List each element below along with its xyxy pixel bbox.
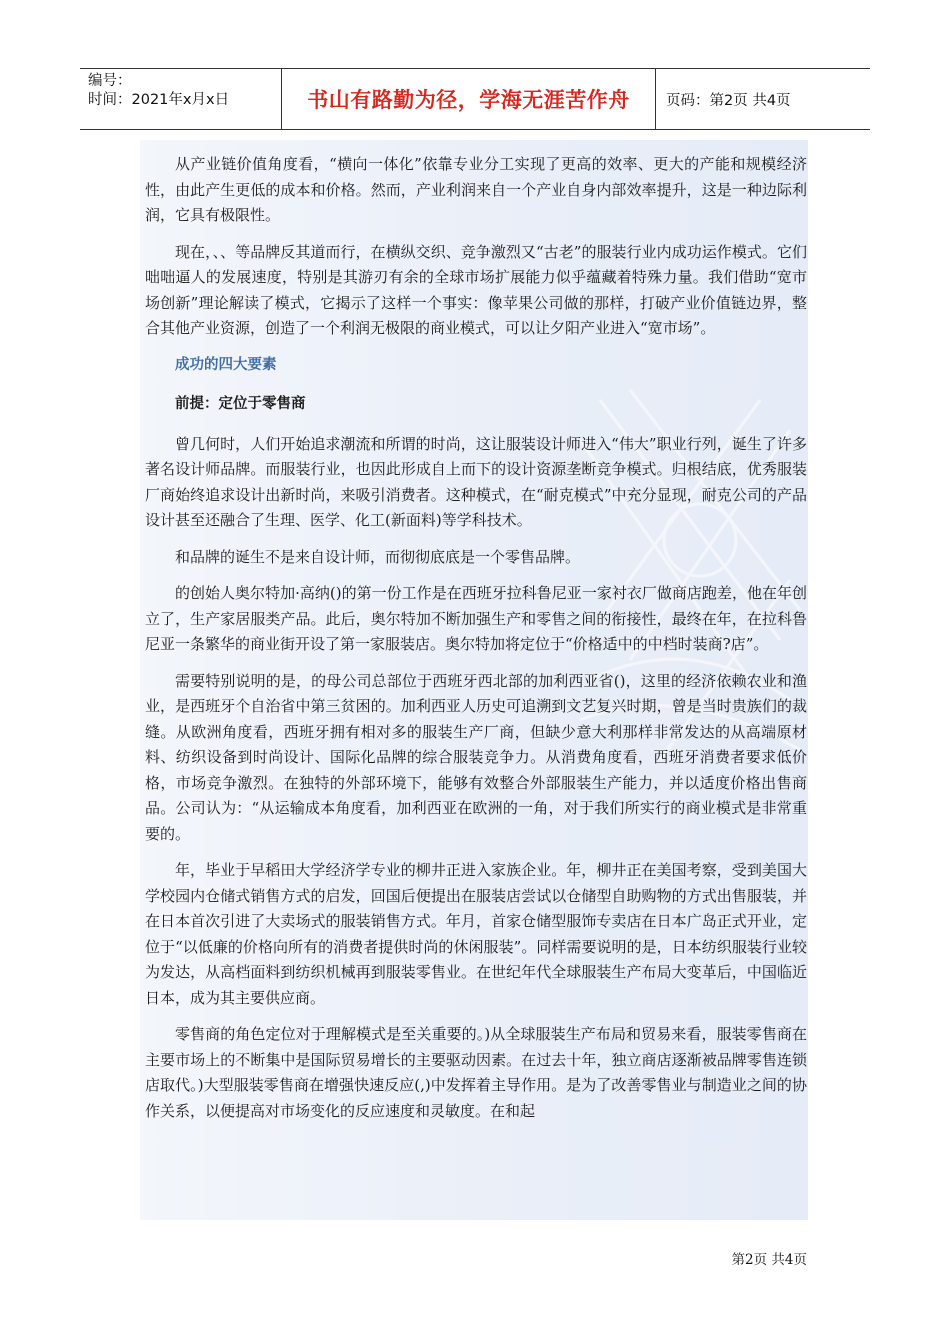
paragraph: 和品牌的诞生不是来自设计师，而彻彻底底是一个零售品牌。: [175, 547, 581, 566]
document-body: [145, 152, 807, 1135]
header-page-code: 页码：第2页 共4页: [666, 92, 791, 109]
paragraph: 需要特别说明的是，的母公司总部位于西班牙西北部的加利西亚省()，这里的经济依赖农业和渔业，是西班牙个自治省中第三贫困的。加利西亚人历史可追溯到文艺复兴时期，曾是当时贵族们的裁缝。从欧洲角度看，西班牙拥有相对多的服装生产厂商，但缺少意大利那样非常发达的从高端原材料、纺织设备到时尚设计、国际化品牌的综合服装竞争力。从消费角度看，西班牙消费者要求低价格，市场竞争激烈。在独特的外部环境下，能够有效整合外部服装生产能力，并以适度价格出售商品。公司认为：“从运输成本角度看，加利西亚在欧洲的一角，对于我们所实行的商业模式是非常重要的。: [145, 671, 807, 843]
paragraph: 的创始人奥尔特加·高纳()的第一份工作是在西班牙拉科鲁尼亚一家衬衣厂做商店跑差，他在年创立了，生产家居服类产品。此后，奥尔特加不断加强生产和零售之间的衔接性，最终在年，在拉科鲁尼亚一条繁华的商业街开设了第一家服装店。奥尔特加将定位于“价格适中的中档时装商?店”。: [145, 584, 807, 653]
paragraph: 从产业链价值角度看，“横向一体化”依靠专业分工实现了更高的效率、更大的产能和规模经济性，由此产生更低的成本和价格。然而，产业利润来自一个产业自身内部效率提升，这是一种边际利润，它具有极限性。: [145, 155, 807, 224]
page-footer: 第2页 共4页: [731, 1252, 807, 1268]
document-number-label: 编号：: [88, 73, 132, 89]
document-time-label: 时间：2021年x月x日: [88, 92, 230, 108]
paragraph: 曾几何时，人们开始追求潮流和所谓的时尚，这让服装设计师进入“伟大”职业行列，诞生了许多著名设计师品牌。而服装行业，也因此形成自上而下的设计资源垄断竞争模式。归根结底，优秀服装厂商始终追求设计出新时尚，来吸引消费者。这种模式，在“耐克模式”中充分显现，耐克公司的产品设计甚至还融合了生理、医学、化工(新面料)等学科技术。: [145, 434, 807, 529]
section-heading: 成功的四大要素: [175, 356, 277, 373]
paragraph: 现在，、、等品牌反其道而行，在横纵交织、竞争激烈又“古老”的服装行业内成功运作模式。它们咄咄逼人的发展速度，特别是其游刃有余的全球市场扩展能力似乎蕴藏着特殊力量。我们借助“宽市场创新”理论解读了模式，它揭示了这样一个事实：像苹果公司做的那样，打破产业价值链边界，整合其他产业资源，创造了一个利润无极限的商业模式，可以让夕阳产业进入“宽市场”。: [145, 242, 807, 337]
page-header: [80, 68, 870, 130]
paragraph: 年，毕业于早稻田大学经济学专业的柳井正进入家族企业。年，柳井正在美国考察，受到美国大学校园内仓储式销售方式的启发，回国后便提出在服装店尝试以仓储型自助购物的方式出售服装，并在日本首次引进了大卖场式的服装销售方式。年月，首家仓储型服饰专卖店在日本广岛正式开业，定位于“以低廉的价格向所有的消费者提供时尚的休闲服装”。同样需要说明的是，日本纺织服装行业较为发达，从高档面料到纺织机械再到服装零售业。在世纪年代全球服装生产布局大变革后，中国临近日本，成为其主要供应商。: [145, 861, 807, 1007]
header-meta: [80, 69, 282, 129]
section-subheading: 前提：定位于零售商: [175, 396, 306, 412]
header-motto: 书山有路勤为径，学海无涯苦作舟: [282, 69, 656, 129]
paragraph: 零售商的角色定位对于理解模式是至关重要的。)从全球服装生产布局和贸易来看，服装零售商在主要市场上的不断集中是国际贸易增长的主要驱动因素。在过去十年，独立商店逐渐被品牌零售连锁店取代。)大型服装零售商在增强快速反应(,)中发挥着主导作用。是为了改善零售业与制造业之间的协作关系，以便提高对市场变化的反应速度和灵敏度。在和起: [145, 1025, 807, 1120]
